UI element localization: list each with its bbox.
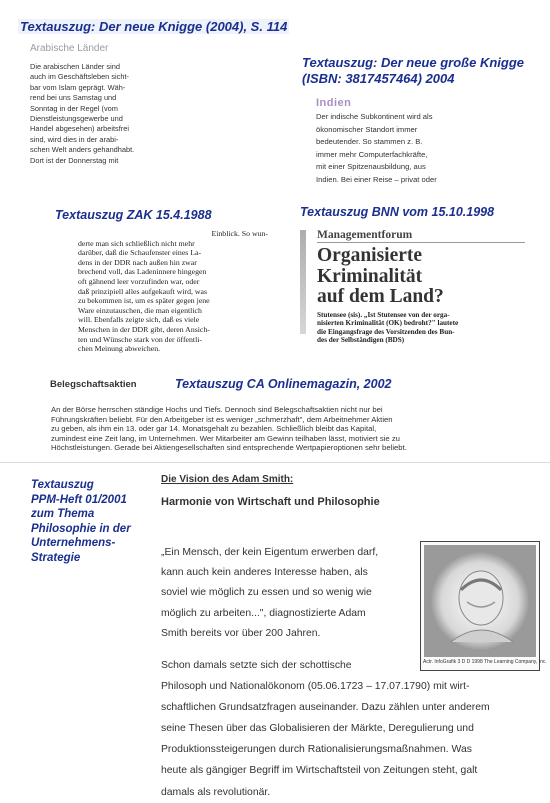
bnn-headline-line: Organisierte — [317, 245, 423, 266]
indien-excerpt — [316, 97, 466, 186]
caption-ppm-line: Textauszug — [31, 479, 94, 491]
caption-ppm-line: Strategie — [31, 551, 81, 564]
arab-line: Sonntag in der Regel (vom — [30, 103, 118, 113]
bnn-section: Managementforum — [317, 229, 525, 243]
zak-line: chen Meinung abweichen. — [78, 344, 161, 354]
bnn-headline-line: auf dem Land? — [317, 286, 444, 307]
indien-heading: Indien — [316, 97, 352, 109]
zak-line: Menschen in der DDR gibt, deren Ansich- — [78, 324, 210, 334]
zak-line: will. Ebenfalls zeigte sich, daß es viele — [78, 315, 200, 325]
zak-body — [78, 229, 268, 354]
bnn-line: die Eingangsfrage des Vorsitzenden des Bun- — [317, 327, 455, 336]
indien-line: mit einer Spitzenausbildung, aus — [316, 162, 426, 171]
indien-body — [316, 111, 466, 186]
caption-grosse-knigge-line-2: (ISBN: 3817457464) 2004 — [302, 71, 455, 86]
arab-body — [30, 62, 155, 166]
smith-title: Die Vision des Adam Smith: — [161, 474, 294, 485]
smith-body-line: damals als revolutionär. — [161, 786, 271, 798]
arab-heading: Arabische Länder — [30, 43, 109, 54]
arab-line: Dienstleistungsgewerbe und — [30, 114, 123, 124]
indien-line: ökonomischer Standort immer — [316, 124, 418, 134]
zak-line: dens in der DDR nach außen hin zwar — [78, 257, 197, 267]
arab-line: sind, wird dies in der arabi- — [30, 134, 119, 144]
smith-portrait — [420, 541, 547, 671]
arab-line: Die arabischen Länder sind — [30, 62, 120, 71]
indien-line: bedeutender. So stammen z. B. — [316, 137, 423, 146]
smith-quote-line: möglich zu arbeiten...", diagnostizierte Adam — [161, 607, 366, 619]
smith-quote-line: Smith bereits vor über 200 Jahren. — [161, 627, 321, 639]
ca-heading: Belegschaftsaktien — [50, 379, 137, 390]
smith-body — [161, 655, 537, 803]
caption-ppm-line: Unternehmens- — [31, 537, 116, 549]
zak-line: oft gähnend leer vorzufinden war, oder — [78, 276, 200, 286]
ca-line: Führungskräften beliebt. Für den Arbeitgeber ist es weniger „schmerzhaft", dem Arbeitnehmer Aktien — [51, 414, 393, 424]
arab-excerpt — [30, 43, 155, 166]
zak-line: darüber, daß die Schaufenster eines La- — [78, 248, 202, 258]
caption-ppm-line: Philosophie in der — [31, 522, 131, 535]
indien-line: Der indische Subkontinent wird als — [316, 112, 433, 121]
smith-portrait-image — [421, 542, 539, 660]
bnn-headline-line: Kriminalität — [317, 265, 423, 287]
portrait-credit: Actr. InfoGrafik 3 D D 1998 The Learning Company, Inc. — [423, 659, 547, 665]
zak-line: derte man sich schließlich nicht mehr — [78, 238, 195, 248]
ca-line: zumindest eine Zeit lang, im Unternehmen. Wer Mitarbeiter am Gewinn teilhaben lässt, motiviert sie zu — [51, 433, 400, 443]
arab-line: Dort ist der Donnerstag mit — [30, 155, 119, 165]
zak-line: Ware einzutauschen, die man eigentlich — [78, 305, 202, 315]
ca-body — [51, 405, 503, 453]
caption-grosse-knigge-line-1: Textauszug: Der neue große Knigge — [302, 55, 524, 70]
smith-body-line: schaftlichen Grundsatzfragen auseinander. Dazu zählen unter anderem — [161, 702, 490, 714]
ca-line: An der Börse herrschen ständige Hochs und Tiefs. Dennoch sind Belegschaftsaktien nicht nur bei — [51, 405, 383, 414]
scan-edge-shadow — [300, 230, 306, 334]
caption-ppm — [31, 478, 131, 565]
bnn-headline — [317, 246, 444, 308]
zak-excerpt — [78, 229, 268, 354]
smith-subtitle: Harmonie von Wirtschaft und Philosophie — [161, 496, 380, 508]
zak-line: ten und Wünsche stark von der öffentli- — [78, 334, 202, 344]
indien-line: immer mehr Computerfachkräfte, — [316, 149, 428, 159]
zak-line: daß prinzipiell alles aufgekauft wird, was — [78, 286, 208, 296]
smith-body-line: Schon damals setzte sich der schottische — [161, 660, 352, 671]
caption-ppm-line: PPM-Heft 01/2001 — [31, 493, 127, 506]
arab-line: bar vom Islam geprägt. Wäh- — [30, 82, 126, 92]
caption-ppm-line: zum Thema — [31, 508, 95, 520]
ca-line: Höchstleistungen. Gerade bei Aktiengesellschaften sind entsprechende Wertpapieroptionen sehr beliebt. — [51, 443, 407, 453]
arab-line: rend bei uns Samstag und — [30, 93, 117, 103]
caption-zak: Textauszug ZAK 15.4.1988 — [55, 208, 212, 222]
caption-knigge: Textauszug: Der neue Knigge (2004), S. 114 — [20, 19, 288, 34]
smith-quote-line: kann auch kein anderes Interesse haben, als — [161, 567, 368, 579]
smith-body-line: heute als gängiger Begriff im Wirtschaftsteil von Zeitungen steht, galt — [161, 765, 478, 777]
zak-line: Einblick. So wun- — [211, 229, 268, 238]
smith-body-line: Produktionssteigerungen durch Rationalisierungsmaßnahmen. Was — [161, 744, 472, 756]
zak-line: zu bekommen ist, um es später gegen jene — [78, 296, 210, 306]
arab-line: Handel abgesehen) arbeitsfrei — [30, 124, 130, 134]
arab-line: auch im Geschäftsleben sicht- — [30, 72, 129, 82]
bnn-body — [317, 311, 527, 345]
ca-line: zu geben, als ihm ein 13. oder gar 14. Monatsgehalt zu bezahlen. Schließlich bleibt das Kapital, — [51, 424, 377, 434]
smith-quote-line: soviel wie möglich zu essen und so wenig wie — [161, 587, 372, 599]
smith-body-line: Philosoph und Nationalökonom (05.06.1723 – 17.07.1790) mit wirt- — [161, 681, 470, 693]
zak-line: brechend voll, das Ladeninnere hingegen — [78, 267, 207, 277]
caption-ca: Textauszug CA Onlinemagazin, 2002 — [175, 377, 392, 391]
bnn-excerpt — [300, 226, 530, 345]
bnn-line: Stutensee (sis). „Ist Stutensee von der orga- — [317, 311, 450, 319]
bnn-line: des der Selbständigen (BDS) — [317, 336, 405, 345]
smith-quote-line: „Ein Mensch, der kein Eigentum erwerben darf, — [161, 547, 379, 558]
bnn-line: nisierten Kriminalität (OK) bedroht?" lautete — [317, 319, 459, 328]
indien-line: Indien. Bei einer Reise – privat oder — [316, 174, 437, 184]
section-divider — [0, 462, 550, 463]
arab-line: schen Welt anders gehandhabt. — [30, 145, 135, 155]
smith-quote — [161, 543, 411, 644]
smith-body-line: seine Thesen über das Globalisieren der Märkte, Deregulierung und — [161, 723, 474, 735]
caption-bnn: Textauszug BNN vom 15.10.1998 — [300, 205, 495, 219]
caption-grosse-knigge — [302, 55, 524, 87]
